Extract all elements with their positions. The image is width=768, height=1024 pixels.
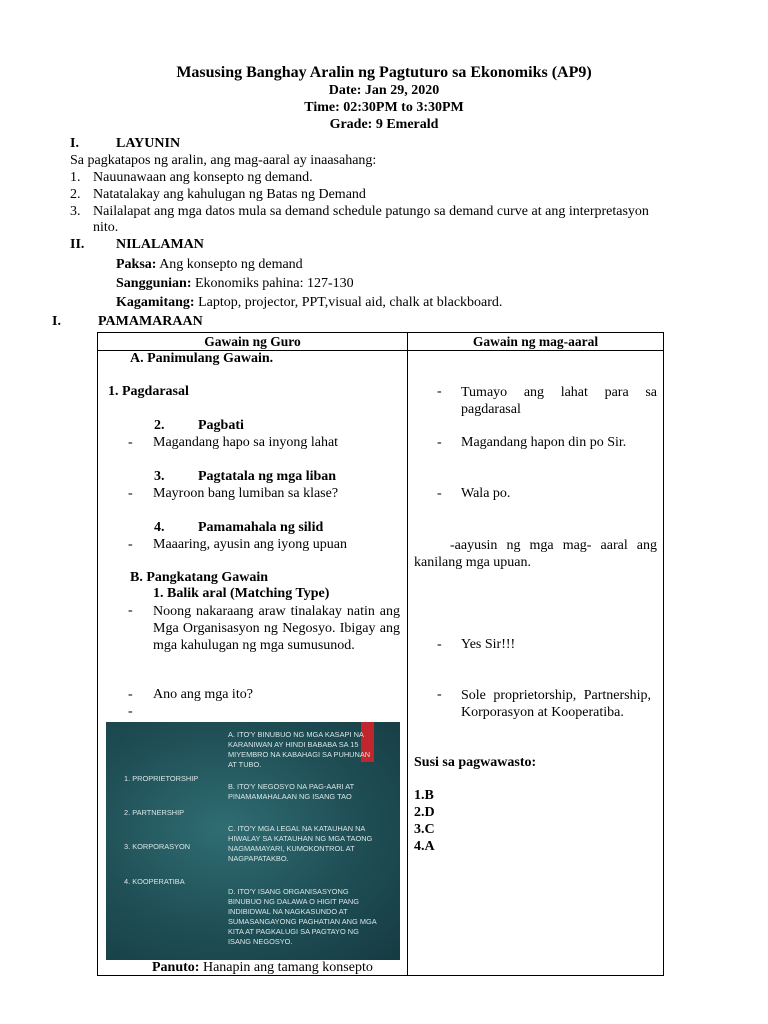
- section-heading-nilalaman: NILALAMAN: [116, 237, 204, 252]
- column-header-guro: Gawain ng Guro: [98, 333, 408, 351]
- slide-left-item: 1. PROPRIETORSHIP: [124, 774, 199, 783]
- answer-key-item: 3.C: [414, 822, 435, 837]
- answer-key-item: 2.D: [414, 805, 435, 820]
- pagbati-line: Magandang hapo sa inyong lahat: [153, 435, 339, 450]
- paksa-label: Paksa:: [116, 257, 157, 272]
- section-numeral-pamamaraan: I.: [52, 314, 61, 329]
- kagamitang-line: [116, 295, 502, 311]
- section-numeral-nilalaman: II.: [70, 237, 85, 252]
- silid-line: Maaaring, ayusin ang iyong upuan: [153, 537, 348, 552]
- slide-right-item: B. ITO'Y NEGOSYO NA PAG-AARI AT PINAMAMAHALAAN NG ISANG TAO: [228, 782, 354, 801]
- step-number: 3.: [154, 469, 165, 484]
- noong-paragraph: Noong nakaraang araw tinalakay natin ang Mga Organisasyon ng Negosyo. Ibigay ang mga kahulugan ng mga sumusunod.: [153, 604, 400, 653]
- dash: -: [128, 486, 133, 501]
- objective-text: Nauunawaan ang konsepto ng demand.: [93, 170, 313, 185]
- panuto-line: [152, 960, 373, 976]
- lesson-time: Time: 02:30PM to 3:30PM: [304, 100, 464, 115]
- balik-aral-heading: 1. Balik aral (Matching Type): [153, 586, 330, 601]
- slide-right-item: A. ITO'Y BINUBUO NG MGA KASAPI NA KARANIWAN AY HINDI BABABA SA 15 MIYEMBRO NA KABAHAGI SA PUHUNAN AT TUBO.: [228, 730, 371, 769]
- dash: -: [128, 704, 133, 719]
- kagamitang-label: Kagamitang:: [116, 295, 195, 310]
- slide-right-item: C. ITO'Y MGA LEGAL NA KATAUHAN NA HIWALAY SA KATAUHAN NG MGA TAONG NAGMAMAYARI, KUMOKONTROL AT NAGPAPATAKBO.: [228, 824, 373, 863]
- liban-heading: Pagtatala ng mga liban: [198, 469, 337, 484]
- section-heading-pamamaraan: PAMAMARAAN: [98, 314, 203, 329]
- objective-number: 2.: [70, 187, 81, 202]
- susi-heading: Susi sa pagwawasto:: [414, 755, 537, 770]
- sanggunian-label: Sanggunian:: [116, 276, 192, 291]
- dash: -: [128, 687, 133, 702]
- objective-text: Natatalakay ang kahulugan ng Batas ng Demand: [93, 187, 366, 202]
- section-heading-layunin: LAYUNIN: [116, 136, 181, 151]
- panuto-label: Panuto:: [152, 960, 200, 975]
- objective-text: Nailalapat ang mga datos mula sa demand schedule patungo sa demand curve at ang interpretasyon: [93, 204, 649, 219]
- tumayo-response: Tumayo ang lahat para sa pagdarasal: [461, 385, 657, 417]
- dash: -: [437, 637, 442, 652]
- kagamitang-value: Laptop, projector, PPT,visual aid, chalk at blackboard.: [198, 295, 503, 310]
- dash: -: [437, 486, 442, 501]
- matching-type-slide-image: [106, 722, 400, 960]
- wala-response: Wala po.: [461, 486, 511, 501]
- slide-left-item: 2. PARTNERSHIP: [124, 808, 185, 817]
- section-a-heading: A. Panimulang Gawain.: [130, 351, 274, 366]
- dash: -: [128, 435, 133, 450]
- magandang-response: Magandang hapon din po Sir.: [461, 435, 627, 450]
- section-b-heading: B. Pangkatang Gawain: [130, 570, 269, 585]
- silid-heading: Pamamahala ng silid: [198, 520, 324, 535]
- sanggunian-value: Ekonomiks pahina: 127-130: [194, 276, 354, 291]
- objective-number: 3.: [70, 204, 81, 219]
- ano-question: Ano ang mga ito?: [153, 687, 253, 702]
- paksa-value: Ang konsepto ng demand: [159, 257, 303, 272]
- lesson-grade: Grade: 9 Emerald: [329, 117, 439, 132]
- dash: -: [128, 537, 133, 552]
- yes-response: Yes Sir!!!: [461, 637, 516, 652]
- dash: -: [437, 687, 442, 702]
- layunin-intro: Sa pagkatapos ng aralin, ang mag-aaral ay inaasahang:: [70, 153, 377, 168]
- lesson-date: Date: Jan 29, 2020: [328, 83, 440, 98]
- step-number: 4.: [154, 520, 165, 535]
- answer-key-item: 4.A: [414, 839, 435, 854]
- panuto-value: Hanapin ang tamang konsepto: [202, 960, 373, 975]
- aayusin-response: -aayusin ng mga mag- aaral ang kanilang mga upuan.: [414, 538, 657, 570]
- sanggunian-line: [116, 276, 354, 292]
- paksa-line: [116, 257, 303, 273]
- pagdarasal-heading: 1. Pagdarasal: [108, 384, 189, 399]
- liban-line: Mayroon bang lumiban sa klase?: [153, 486, 339, 501]
- document-title: Masusing Banghay Aralin ng Pagtuturo sa Ekonomiks (AP9): [176, 64, 592, 81]
- slide-left-item: 4. KOOPERATIBA: [124, 877, 185, 886]
- pagbati-heading: Pagbati: [198, 418, 244, 433]
- slide-right-item: D. ITO'Y ISANG ORGANISASYONG BINUBUO NG DALAWA O HIGIT PANG INDIBIDWAL NA NAGKASUNDO AT SUMASANGAYONG PAGHATIAN ANG MGA KITA AT PAGKALUGI SA PAGTAYO NG ISANG NEGOSYO.: [228, 887, 377, 946]
- slide-left-item: 3. KORPORASYON: [124, 842, 191, 851]
- step-number: 2.: [154, 418, 165, 433]
- dash: -: [437, 435, 442, 450]
- objective-text-continued: nito.: [93, 220, 119, 235]
- objective-number: 1.: [70, 170, 81, 185]
- dash: -: [437, 384, 442, 399]
- dash: -: [128, 603, 133, 618]
- answer-key-item: 1.B: [414, 788, 434, 803]
- sole-response: Sole proprietorship, Partnership, Korporasyon at Kooperatiba.: [461, 688, 651, 720]
- section-numeral-layunin: I.: [70, 136, 79, 151]
- column-header-mag-aaral: Gawain ng mag-aaral: [408, 333, 664, 351]
